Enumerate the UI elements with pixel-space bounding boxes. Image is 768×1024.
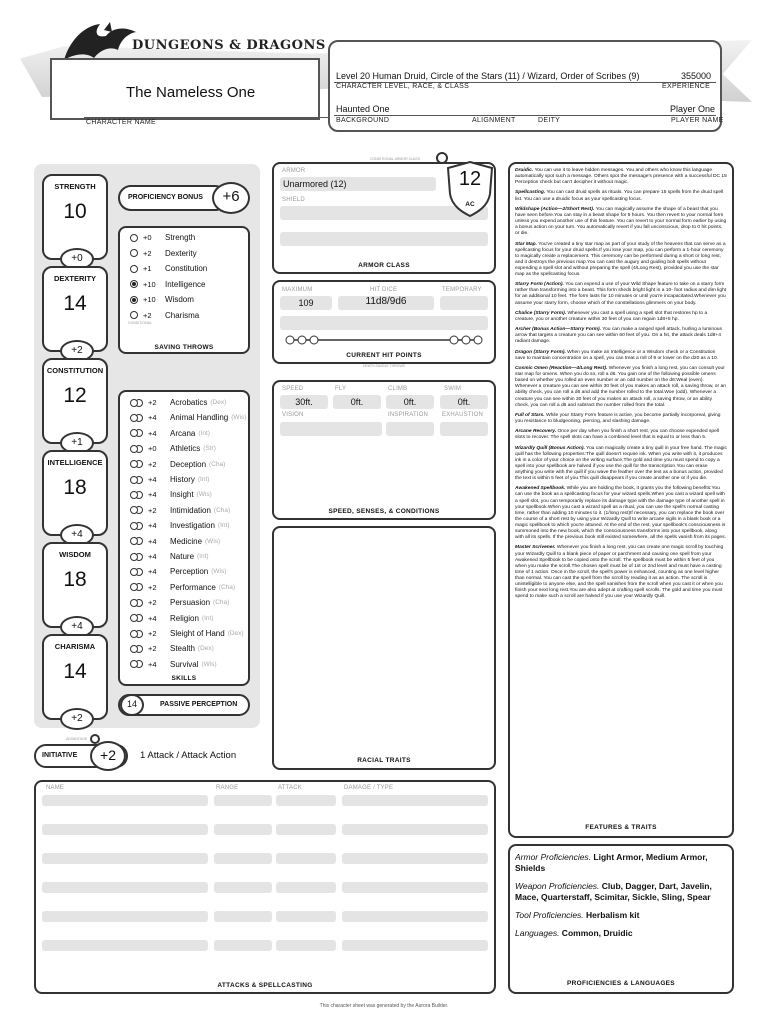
feature-entry: [515, 327, 727, 345]
feature-entry: [515, 429, 727, 441]
inspiration-label: INSPIRATION: [388, 412, 429, 418]
feature-text: Whenever you cast a spell using a spell slot that restores hp to a creature, you or another creature within 30 feet of you can regain 1d8+5 hp.: [515, 310, 708, 322]
saving-throw-mod: +10: [143, 279, 156, 289]
skill-name: Investigation: [170, 521, 215, 531]
feature-entry: [515, 366, 727, 409]
attack-field[interactable]: [42, 940, 208, 951]
ability-name: STRENGTH: [54, 182, 96, 191]
proficiencies-list: [515, 852, 725, 946]
attacks-per-action: 1 Attack / Attack Action: [140, 750, 237, 761]
skill-row[interactable]: [126, 518, 244, 533]
skill-row[interactable]: [126, 611, 244, 626]
attack-field[interactable]: [342, 940, 488, 951]
attack-field[interactable]: [342, 824, 488, 835]
skill-name: Athletics: [170, 444, 201, 454]
ability-name: DEXTERITY: [53, 274, 97, 283]
saving-throw-name: Wisdom: [165, 295, 194, 304]
skill-ability: (Wis): [196, 491, 212, 499]
feature-text: You can magically create a tiny quill in your free hand. The magic quill has the following properties:The quill doesn't require ink. When you write with it, it produces ink in a color of your choice on the writing surface.The gold and time you must spend to copy a spell into your spellbook are halved if you use the quill for the transcription.You can erase anything you write with the quill if you wave the feather over the text as a bonus action, provided the text is within 5 feet of you.This quill disappears if you create another one or if you die.: [515, 445, 727, 482]
conditional-ac-label: CONDITIONAL ARMOR CLASS: [370, 157, 421, 161]
feature-text: You can use it to leave hidden messages. You and others who know this language automatically spot such a message. Others spot the message's presence with a successful DC 15 Perception check but can't decipher it without magic.: [515, 168, 727, 186]
skill-name: Nature: [170, 552, 195, 561]
feature-entry: [515, 168, 727, 186]
skill-mod: +2: [148, 505, 157, 515]
skill-name: Medicine: [170, 536, 203, 546]
skill-ability: (Wis): [201, 660, 217, 668]
ability-score[interactable]: 14: [63, 292, 87, 315]
skill-mod: +2: [148, 629, 157, 638]
feature-name: Star Map.: [515, 241, 538, 247]
weapon-prof-label: Weapon Proficiencies.: [515, 881, 600, 891]
proficiency-bubble-icon[interactable]: [130, 399, 138, 407]
skills-title: SKILLS: [171, 675, 197, 682]
saving-throw-row[interactable]: [126, 230, 244, 245]
attack-field[interactable]: [214, 882, 272, 893]
logo-text: DUNGEONS & DRAGONS: [132, 38, 326, 53]
ability-wisdom: [42, 542, 108, 632]
ability-modifier: +4: [60, 524, 94, 546]
skill-mod: +4: [148, 413, 157, 423]
temp-hp-label: TEMPORARY: [442, 287, 482, 293]
inspiration-field[interactable]: [386, 422, 434, 436]
saving-throw-row[interactable]: [126, 292, 244, 307]
feature-name: Chalice (Starry Form).: [515, 310, 567, 316]
feature-text: While your Starry Form feature is active, you become partially incorporeal, giving you resistance to bludgeoning, piercing, and slashing damage.: [515, 412, 721, 424]
col-damage-label: DAMAGE / TYPE: [344, 785, 394, 791]
armor-class-title: ARMOR CLASS: [358, 262, 410, 269]
ability-score[interactable]: 14: [63, 660, 87, 683]
climb-value: 0ft.: [403, 397, 417, 407]
armor-extra-field[interactable]: [280, 232, 488, 246]
feature-name: Full of Stars.: [515, 412, 545, 418]
skill-mod: +4: [148, 428, 157, 438]
skill-mod: +4: [148, 567, 157, 577]
skill-name: Deception: [170, 459, 207, 469]
saving-throw-mod: +2: [143, 310, 152, 320]
feature-text: Whenever you finish a long rest, you can create one magic scroll by touching your Wizardly Quill to a blank piece of paper or parchment and causing one spell from your Awakened Spellbook to be copied onto the scroll. The spellbook must be within 5 feet of you when you make the scroll.The chosen spell must be of 1st or 2nd level and must have a casting time of 1 action. Once in the scroll, the spell's power is enhanced, counting as one level higher than normal. You can cast the spell from the scroll by reading it as an action. The scroll is unintelligible to anyone else, and the spell vanishes from the scroll when you cast it or when you finish your next long rest.You are also adept at crafting spell scrolls. The gold and time you must spend to make such a scroll are halved if you use your Wizardly Quill.: [515, 545, 724, 600]
feature-entry: [515, 282, 727, 306]
ability-name: INTELLIGENCE: [47, 458, 103, 467]
skill-row[interactable]: [126, 549, 244, 564]
proficiency-bonus-text: +6: [222, 188, 240, 205]
armor-prof-label: Armor Proficiencies.: [515, 852, 592, 862]
death-saves-label: DEATH SAVING THROWS: [362, 364, 405, 368]
skill-row[interactable]: [126, 641, 244, 656]
ability-dexterity: [42, 266, 108, 356]
experience-value[interactable]: 355000: [681, 71, 712, 81]
max-hp-label: MAXIMUM: [282, 287, 313, 293]
fly-label: FLY: [335, 386, 347, 392]
saving-throw-mod: +0: [143, 233, 152, 242]
skill-row[interactable]: [126, 472, 244, 487]
skill-row[interactable]: [126, 626, 244, 641]
skill-mod: +4: [148, 613, 157, 623]
advantage-label: ADVANTAGE: [66, 737, 88, 741]
feature-entry: [515, 545, 727, 600]
languages-text: Common, Druidic: [559, 928, 633, 938]
proficiency-bubble-icon[interactable]: [130, 249, 138, 257]
skill-name: Animal Handling: [170, 413, 229, 423]
skill-row[interactable]: [126, 457, 244, 472]
attack-field[interactable]: [214, 911, 272, 922]
attack-field[interactable]: [214, 940, 272, 951]
background-value[interactable]: Haunted One: [336, 104, 390, 114]
proficiency-bubble-icon[interactable]: [130, 311, 138, 319]
skill-mod: +2: [148, 398, 157, 407]
skill-mod: +2: [148, 644, 157, 654]
skill-name: Intimidation: [170, 505, 211, 515]
initiative-label: INITIATIVE: [42, 752, 78, 759]
skill-mod: +4: [148, 536, 157, 546]
hit-dice-label: HIT DICE: [370, 287, 398, 293]
proficiency-bubble-icon[interactable]: [130, 280, 138, 288]
ability-charisma: [42, 634, 108, 724]
proficiency-bubble-icon[interactable]: [130, 522, 138, 530]
feature-text: You can make a ranged spell attack, hurling a luminous arrow that targets a creature you can see within 60 feet of you. On a hit, the attack deals 1d8+4 radiant damage.: [515, 327, 722, 345]
skill-row[interactable]: [126, 426, 244, 441]
ability-modifier: +2: [60, 708, 94, 730]
armor-label: ARMOR: [282, 168, 306, 174]
attack-field[interactable]: [276, 795, 336, 806]
skill-ability: (Int): [201, 614, 214, 622]
feature-text: You can cast druid spells as rituals. You can prepare 15 spells from the druid spell list. You can use a druidic focus as your spellcasting focus.: [515, 190, 724, 202]
saving-throws-conditional-label: CONDITIONAL: [128, 321, 152, 325]
feature-entry: [515, 207, 727, 237]
skill-name: Insight: [170, 490, 194, 500]
ability-modifier: +4: [60, 616, 94, 638]
character-name[interactable]: The Nameless One: [126, 84, 256, 101]
swim-label: SWIM: [444, 386, 462, 392]
ability-strength: [42, 174, 108, 264]
class-level-label: CHARACTER LEVEL, RACE, & CLASS: [336, 83, 470, 90]
shield-label: SHIELD: [282, 197, 305, 203]
swim-value: 0ft.: [457, 397, 471, 407]
fly-value: 0ft.: [350, 397, 364, 407]
current-hp-title: CURRENT HIT POINTS: [346, 352, 422, 359]
ac-label: AC: [465, 201, 475, 208]
skill-mod: +2: [148, 598, 157, 608]
feature-text: When you make an Intelligence or a Wisdom check or a Constitution save to maintain concentration on a spell, you can treat a roll of 9 or lower on the d20 as a 10.: [515, 349, 719, 361]
proficiency-bubble-icon[interactable]: [130, 476, 138, 484]
armor-value: Unarmored (12): [283, 179, 347, 189]
speed-value: 30ft.: [295, 397, 313, 407]
racial-traits-title: RACIAL TRAITS: [357, 757, 411, 764]
skill-ability: (Cha): [213, 506, 231, 514]
ability-score[interactable]: 10: [63, 200, 87, 223]
armor-prof-text: Light Armor, Medium Armor, Shields: [515, 852, 708, 873]
saving-throw-row[interactable]: [126, 277, 244, 292]
skill-name: Stealth: [170, 644, 195, 654]
proficiency-bubble-icon[interactable]: [130, 265, 138, 273]
hit-dice-value: 11d8/9d6: [365, 296, 407, 307]
attack-field[interactable]: [42, 882, 208, 893]
skill-ability: (Dex): [210, 399, 227, 406]
speed-senses-title: SPEED, SENSES, & CONDITIONS: [328, 508, 440, 515]
vision-field[interactable]: [280, 422, 382, 436]
feature-name: Druidic.: [515, 168, 534, 173]
weapon-prof-text: Club, Dagger, Dart, Javelin, Mace, Quarterstaff, Scimitar, Sickle, Sling, Spear: [515, 881, 712, 902]
proficiency-bubble-icon[interactable]: [130, 568, 138, 576]
feature-name: Wildshape (Action—2/Short Rest).: [515, 206, 595, 212]
skill-ability: (Wis): [211, 568, 227, 576]
col-attack-label: ATTACK: [278, 785, 302, 791]
attack-field[interactable]: [42, 853, 208, 864]
ac-value[interactable]: 12: [458, 168, 482, 190]
skill-row[interactable]: [126, 657, 244, 672]
skill-ability: (Int): [197, 476, 210, 483]
feature-entry: [515, 446, 727, 483]
feature-entry: [515, 311, 727, 323]
skill-row[interactable]: [126, 503, 244, 518]
saving-throw-row[interactable]: [126, 261, 244, 276]
player-name-value[interactable]: Player One: [670, 104, 716, 114]
ability-modifier: +0: [60, 248, 94, 270]
ability-constitution: [42, 358, 108, 448]
ability-score[interactable]: 18: [63, 568, 87, 591]
proficiency-bonus-label: PROFICIENCY BONUS: [128, 194, 203, 201]
feature-entry: [515, 486, 727, 541]
attack-field[interactable]: [342, 911, 488, 922]
ability-intelligence: [42, 450, 108, 540]
skill-row[interactable]: [126, 441, 244, 456]
proficiency-bubble-icon[interactable]: [130, 234, 138, 242]
feature-name: Spellcasting.: [515, 190, 546, 196]
class-level-value[interactable]: Level 20 Human Druid, Circle of the Stars (11) / Wizard, Order of Scribes (9): [336, 71, 640, 81]
languages-label: Languages.: [515, 928, 560, 938]
skill-row[interactable]: [126, 487, 244, 502]
attack-field[interactable]: [276, 882, 336, 893]
attack-field[interactable]: [42, 795, 208, 806]
attack-field[interactable]: [276, 940, 336, 951]
attack-field[interactable]: [42, 911, 208, 922]
skill-mod: +4: [148, 659, 157, 669]
climb-label: CLIMB: [388, 386, 408, 392]
proficiency-bubble-icon[interactable]: [130, 645, 138, 653]
temp-hp-field[interactable]: [440, 296, 488, 310]
vision-label: VISION: [282, 412, 304, 418]
skill-row[interactable]: [126, 580, 244, 595]
current-hp-field[interactable]: [280, 316, 488, 330]
attack-field[interactable]: [276, 853, 336, 864]
features-title: FEATURES & TRAITS: [585, 824, 657, 831]
exhaustion-field[interactable]: [440, 422, 488, 436]
attack-field[interactable]: [214, 853, 272, 864]
attack-field[interactable]: [342, 853, 488, 864]
character-name-label: CHARACTER NAME: [86, 119, 156, 126]
skill-row[interactable]: [126, 564, 244, 579]
feature-text: Whenever you finish a long rest, you can consult your star map for omens. When you do so, roll a d6. You gain one of the following possible omens based on whether you rolled an even number or an odd number on the d6:Weal (even). Whenever a creature you can see within 30 feet of you makes an attack roll, a saving throw, or an ability check, you can roll a d6 and add the number rolled to the total.Woe (odd). Whenever a creature you can see within 30 feet of you makes an attack roll, a saving throw, or an ability check, you can roll a d6 and subtract the number rolled from the total.: [515, 366, 726, 408]
skill-name: Acrobatics: [170, 398, 208, 407]
col-name-label: NAME: [46, 785, 65, 791]
skill-ability: (Cha): [213, 599, 230, 607]
skill-ability: (Wis): [231, 414, 247, 422]
skill-ability: (Cha): [209, 460, 226, 468]
skill-mod: +4: [148, 521, 157, 531]
skill-ability: (Str): [203, 445, 216, 453]
skill-name: History: [170, 475, 195, 484]
passive-perception-value[interactable]: 14: [126, 699, 137, 709]
attacks-title: ATTACKS & SPELLCASTING: [217, 982, 313, 989]
feature-name: Archer (Bonus Action—Starry Form).: [515, 327, 601, 333]
feature-text: You've created a tiny star map as part of your study of the heavens that can serve as a spellcasting focus for your druid spells.If you lose your map, you can perform a 1-hour ceremony to magically create a replacement. This ceremony can be performed during a short or long rest, and it destroys the previous map.You can cast the augury and guiding bolt spells without expending a spell slot and without preparing the spell (4/Long Rest), provided you use the star map as the spellcasting focus.: [515, 241, 726, 277]
proficiencies-title: PROFICIENCIES & LANGUAGES: [567, 980, 675, 987]
skill-name: Sleight of Hand: [170, 629, 225, 638]
feature-text: You can magically assume the shape of a beast that you have seen before.You can stay in a beast shape for 5 hours. You then revert to your normal form unless you expend another use of this feature. You can revert to your normal form earlier by using a bonus action on your turn. You automatically revert if you fall unconscious, drop to 0 hit points, or die.: [515, 206, 727, 237]
skill-name: Persuasion: [170, 598, 211, 608]
saving-throws-title: SAVING THROWS: [154, 344, 214, 351]
feature-name: Arcane Recovery.: [515, 429, 557, 435]
feature-entry: [515, 190, 727, 202]
exhaustion-label: EXHAUSTION: [442, 412, 484, 418]
skill-name: Perception: [170, 567, 209, 577]
alignment-label: ALIGNMENT: [472, 117, 516, 124]
skill-row[interactable]: [126, 395, 244, 410]
initiative-value: +2: [100, 747, 116, 763]
feature-text: You can expend a use of your Wild Shape feature to take on a starry form rather than transforming into a beast. This form sheds bright light in a 10- foot radius and dim light for an additional 10 feet. The form lasts for 10 minutes or until you're incapacitated.Whenever you assume your starry form, choose which of the constellations glimmers on your body.: [515, 282, 727, 306]
skill-ability: (Dex): [197, 645, 214, 653]
skill-mod: +2: [148, 582, 157, 592]
feature-entry: [515, 242, 727, 279]
skill-row[interactable]: [126, 534, 244, 549]
feature-name: Awakened Spellbook.: [515, 486, 566, 492]
speed-label: SPEED: [282, 386, 304, 392]
attack-field[interactable]: [276, 911, 336, 922]
ability-modifier: +1: [60, 432, 94, 454]
tool-prof-text: Herbalism kit: [583, 910, 640, 920]
feature-name: Wizardly Quill (Bonus Action).: [515, 445, 585, 451]
saving-throw-mod: +10: [143, 295, 156, 304]
background-label: BACKGROUND: [336, 117, 390, 124]
skill-mod: +4: [148, 490, 157, 500]
skill-name: Performance: [170, 582, 216, 592]
feature-name: Starry Form (Action).: [515, 282, 564, 288]
proficiency-bubble-icon[interactable]: [130, 553, 138, 561]
ability-score[interactable]: 12: [63, 384, 87, 407]
skill-mod: +4: [148, 475, 157, 484]
skill-ability: (Dex): [227, 630, 244, 637]
feature-text: Once per day when you finish a short rest, you can choose expended spell slots to recover. The spell slots can have a combined level that is equal to or less than 5.: [515, 429, 719, 441]
proficiency-bubble-icon[interactable]: [130, 445, 138, 453]
skill-row[interactable]: [126, 595, 244, 610]
footer-text: This character sheet was generated by the Aurora Builder.: [319, 1003, 449, 1009]
ability-name: CHARISMA: [54, 642, 96, 651]
deity-label: DEITY: [538, 117, 561, 124]
attack-field[interactable]: [276, 824, 336, 835]
feature-name: Cosmic Omen (Reaction—4/Long Rest).: [515, 366, 608, 372]
saving-throw-name: Strength: [165, 233, 196, 242]
saving-throw-mod: +2: [143, 248, 152, 258]
skill-name: Arcana: [170, 428, 196, 438]
death-saves-icon: [284, 333, 484, 345]
ability-modifier: +2: [60, 340, 94, 362]
skill-mod: +0: [148, 444, 157, 454]
features-list: [515, 168, 727, 604]
skill-mod: +2: [148, 459, 157, 469]
ability-name: WISDOM: [59, 550, 91, 559]
proficiency-bubble-icon[interactable]: [130, 296, 138, 304]
feature-name: Dragon (Starry Form).: [515, 349, 566, 355]
racial-traits-box: [272, 526, 496, 770]
saving-throw-name: Charisma: [165, 310, 200, 320]
skill-ability: (Int): [217, 522, 230, 530]
skill-ability: (Int): [197, 553, 209, 560]
max-hp-value: 109: [298, 298, 314, 308]
ability-score[interactable]: 18: [63, 476, 87, 499]
feature-entry: [515, 413, 727, 425]
tool-prof-label: Tool Proficiencies.: [515, 910, 584, 920]
ability-name: CONSTITUTION: [46, 366, 104, 375]
saving-throw-name: Constitution: [165, 264, 208, 273]
col-range-label: RANGE: [216, 785, 239, 791]
skill-name: Survival: [170, 659, 199, 669]
skill-mod: +4: [148, 552, 157, 561]
saving-throw-mod: +1: [143, 264, 152, 273]
proficiency-bubble-icon[interactable]: [130, 599, 138, 607]
skill-ability: (Wis): [205, 537, 221, 545]
attack-field[interactable]: [214, 795, 272, 806]
saving-throw-name: Intelligence: [165, 279, 206, 289]
feature-entry: [515, 350, 727, 362]
attack-field[interactable]: [42, 824, 208, 835]
skill-name: Religion: [170, 613, 199, 623]
attack-field[interactable]: [342, 882, 488, 893]
proficiency-bubble-icon[interactable]: [130, 414, 138, 422]
proficiency-bubble-icon[interactable]: [130, 491, 138, 499]
skill-row[interactable]: [126, 410, 247, 425]
saving-throw-name: Dexterity: [165, 248, 197, 258]
attack-field[interactable]: [342, 795, 488, 806]
proficiency-bubble-icon[interactable]: [130, 630, 138, 638]
feature-text: While you are holding the book, it grants you the following benefits:You can use the book as a spellcasting focus for your wizard spells.When you cast a wizard spell with a spell slot, you can temporarily replace its damage type with the damage type of another spell in your spellbook.When you cast a wizard spell as a ritual, you can use the spell's normal casting time, rather than adding 10 minutes to it. (1/long rest)If necessary, you can replace the book over the course of a short rest by using your Wizardly Quill to write arcane sigils in a blank book or a magic spellbook to which you're attuned. At the end of the rest, your spellbook's consciousness is summoned into the new book, which the consciousness transforms into your spellbook, along with all its spells. If the previous book still existed somewhere, all the spells vanish from its pages.: [515, 486, 726, 541]
feature-name: Master Scrivener.: [515, 545, 556, 551]
passive-perception-label: PASSIVE PERCEPTION: [160, 701, 238, 708]
skill-ability: (Int): [198, 429, 210, 437]
experience-label: EXPERIENCE: [662, 83, 711, 90]
skill-ability: (Cha): [218, 583, 236, 591]
attack-field[interactable]: [214, 824, 272, 835]
player-name-label: PLAYER NAME: [671, 117, 724, 124]
saving-throw-row[interactable]: [126, 246, 244, 261]
